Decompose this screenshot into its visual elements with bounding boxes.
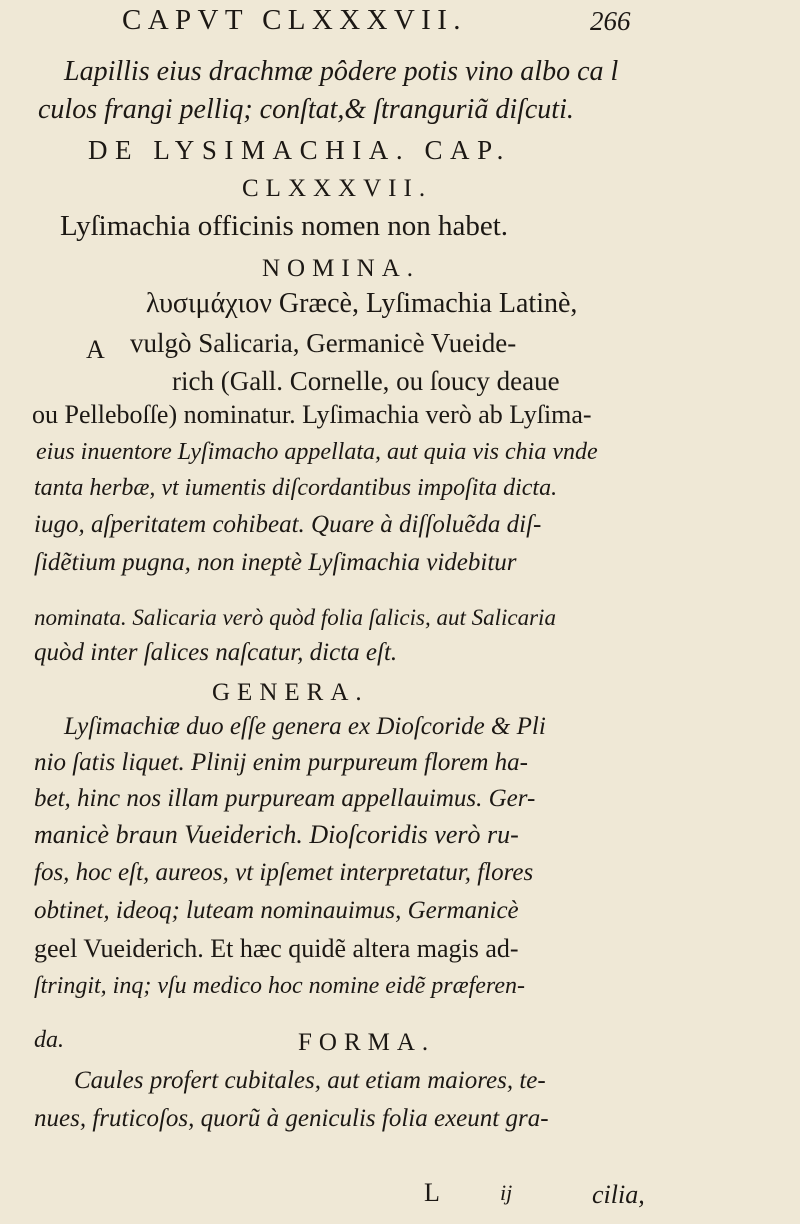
text-line: ou Pelleboſſe) nominatur. Lyſimachia verò ab Lyſima- [32,400,592,429]
running-title: CAPVT CLXXXVII. [122,4,467,36]
text-line: nio ſatis liquet. Plinij enim purpureum florem ha- [34,749,528,776]
text-line: Lapillis eius drachmæ pôdere potis vino albo ca l [64,56,619,87]
text-line: eius inuentore Lyſimacho appellata, aut quia vis chia vnde [36,439,598,465]
page-number: 266 [590,6,631,36]
signature-mark: L [424,1178,440,1207]
text-line: fos, hoc eſt, aureos, vt ipſemet interpretatur, flores [34,859,534,886]
text-line: ſtringit, inq; vſu medico hoc nomine eidẽ præferen- [34,973,526,999]
chapter-number: CLXXXVII. [242,175,433,202]
chapter-heading: DE LYSIMACHIA. CAP. [88,135,511,165]
text-line: culos frangi pelliq; conſtat,& ſtranguriã diſcuti. [38,94,574,125]
text-line: Caules profert cubitales, aut etiam maiores, te- [74,1067,546,1094]
section-heading: FORMA. [298,1029,436,1056]
text-line: tanta herbæ, vt iumentis diſcordantibus impoſita dicta. [34,475,558,501]
text-line: Lyſimachiæ duo eſſe genera ex Dioſcoride & Pli [64,713,546,740]
text-line: quòd inter ſalices naſcatur, dicta eſt. [34,639,398,666]
text-line: da. [34,1027,64,1053]
text-line: vulgò Salicaria, Germanicè Vueide- [130,328,517,358]
signature-number: ij [500,1180,513,1205]
margin-letter: A [86,335,105,364]
text-line: nues, fruticoſos, quorũ à geniculis folia exeunt gra- [34,1105,549,1132]
text-line: λυσιμάχιον Græcè, Lyſimachia Latinè, [146,288,578,319]
text-line: geel Vueiderich. Et hæc quidẽ altera magis ad- [34,934,519,963]
text-line: nominata. Salicaria verò quòd folia ſalicis, aut Salicaria [34,605,556,630]
section-heading: GENERA. [212,679,369,706]
text-line: obtinet, ideoq; luteam nominauimus, Germanicè [34,897,519,924]
text-line: manicè braun Vueiderich. Dioſcoridis verò ru- [34,820,519,849]
catchword: cilia, [592,1180,645,1209]
text-line: Lyſimachia officinis nomen non habet. [60,210,509,242]
text-line: bet, hinc nos illam purpuream appellauimus. Ger- [34,785,536,812]
text-line: rich (Gall. Cornelle, ou ſoucy deaue [172,366,560,396]
text-line: ſidẽtium pugna, non ineptè Lyſimachia videbitur [34,549,517,576]
section-heading: NOMINA. [262,255,421,282]
text-line: iugo, aſperitatem cohibeat. Quare à diſſoluẽda diſ- [34,511,542,538]
